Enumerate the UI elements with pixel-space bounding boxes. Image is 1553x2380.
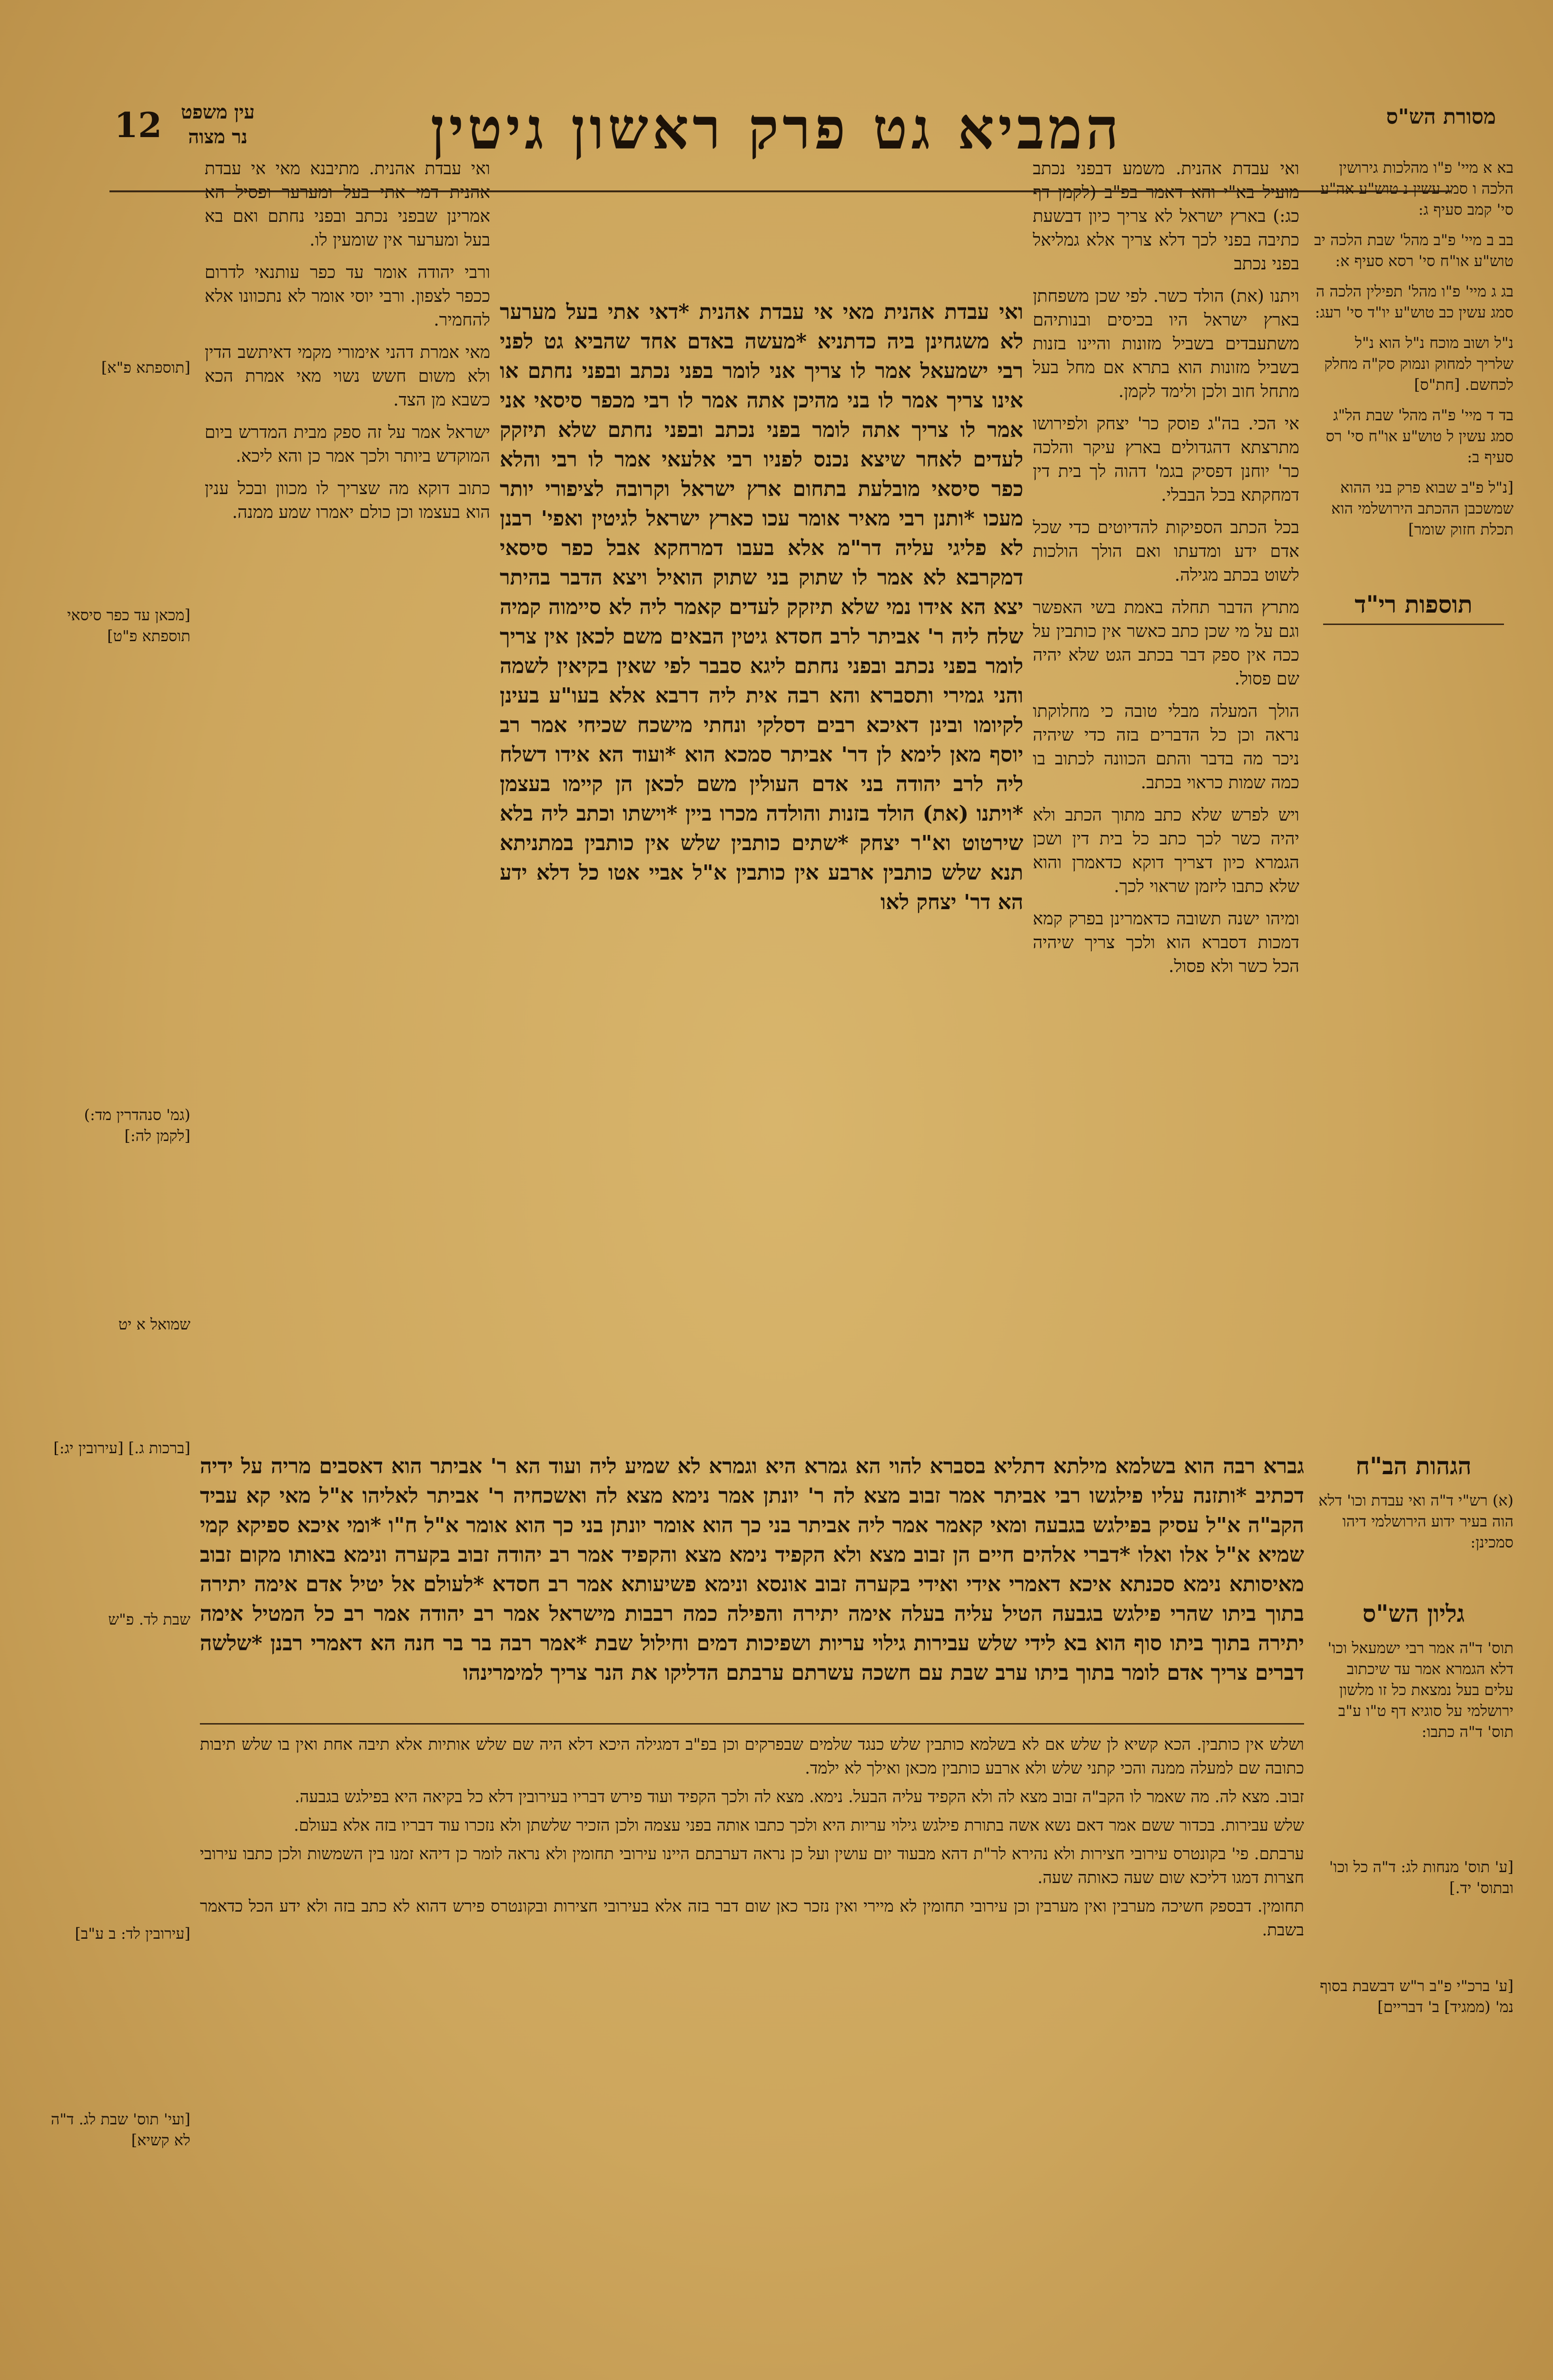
rashi-paragraph: בכל הכתב הספיקות להדיוטים כדי שכל אדם ידע ומדעתו ואם הולך הולכות לשוט בכתב מגילה. <box>1033 518 1299 585</box>
bottom-commentary <box>200 1733 1304 1947</box>
masoret-note: (גמ' סנהדרין מד:) [לקמן לה:] <box>84 1106 190 1145</box>
ein-mishpat-entry: [נ"ל פ"ב שבוא פרק בני ההוא שמשכבן ההכתב הירושלמי הוא תכלת חזוק שומר] <box>1331 478 1513 538</box>
bottom-paragraph: תחומין. דבספק חשיכה מערבין ואין מערבין וכן עירובי תחומין לא מיירי ואין נזכר כאן שום דבר בזה אלא בעירובי חצירות ובקונטרס פירש דהוא לא כתב בזה ולא ידע הכל כדאמר בשבת. <box>200 1897 1304 1940</box>
commentary-divider <box>200 1723 1304 1725</box>
tosafot-paragraph: כתוב דוקא מה שצריך לו מכוון ובכל ענין הוא בעצמו וכן כולם יאמרו שמע ממנה. <box>205 479 490 522</box>
bottom-paragraph: זבוב. מצא לה. מה שאמר לו הקב"ה זבוב מצא לה ולא הקפיד עליה הבעל. נימא. מצא לה ולכך הקפיד ועוד פירש דבריו בעירובין דלא כל בקיאה היא בפילגש בגבעה. <box>295 1787 1304 1806</box>
ein-mishpat-label: עין משפט נר מצוה <box>181 101 255 148</box>
bottom-paragraph: ערבתם. פי' בקונטרס עירובי חצירות ולא נהירא לר"ת דהא מבעוד יום עושין ועל כן נראה דערבתם היינו עירובי תחומין ולא נראה לומר כן דיהא זמנו בין השמשות ולכן כתבו עירובי חצרות דמגו דליכא שום שעה כאותה שעה. <box>200 1844 1304 1887</box>
masoret-note: [תוספתא פ"א] <box>101 358 190 377</box>
ein-mishpat-entry: בב ב מיי' פ"ב מהל' שבת הלכה יב טוש"ע או"ח סי' רסא סעיף א: <box>1314 231 1513 270</box>
rashi-paragraph: ויתנו (את) הולד כשר. לפי שכן משפחתן בארץ ישראל היו בכיסים ובנותיהם משתעבדים בשביל מזונות והיינו בזנות בשביל מזונות הוא בתרא אם מחל בעל מתחל חוב ולכן ולימד לקמן. <box>1033 287 1299 401</box>
ein-mishpat-entry: בד ד מיי' פ"ה מהל' שבת הל"ג סמג עשין ל טוש"ע או"ח סי' רס סעיף ב: <box>1325 406 1513 466</box>
bottom-paragraph: שלש עבירות. בכדור ששם אמר דאם נשא אשה בתורת פילגש גילוי עריות היא ולכך כתבו אותה בפני עצמה ולכן הזכיר שלשתן ולא נזכרו עוד דבריו בזה אלא בעולם. <box>294 1816 1304 1835</box>
rashi-paragraph: הולך המעלה מבלי טובה כי מחלוקתו נראה וכן כל הדברים בזה כדי שיהיה ניכר מה בדבר והתם הכוונה לכתוב בו כמה שמות כראוי בכתב. <box>1033 702 1299 793</box>
gemara-paragraph: גברא רבה הוא בשלמא מילתא דתליא בסברא להוי הא גמרא היא וגמרא לא שמיע ליה ועוד הא ר' אביתר הוא דאסבים מריה על ידיה דכתיב *ותזנה עליו פילגשו רבי אביתר אמר זבוב מצא לה ר' יונתן אמר נימא מצא לה ואשכחיה ר' אביתר לאליהו א"ל מאי קא עביד הקב"ה א"ל עסיק בפילגש בגבעה ומאי קאמר אמר ליה אביתר בני כך הוא אומר יונתן בני כך הוא אומר א"ל ח"ו *ומי איכא ספיקא קמי שמיא א"ל אלו ואלו *דברי אלהים חיים הן זבוב מצא ולא הקפיד נימא מצא והקפיד אמר רב יהודה זבוב בקערה ונימא באותו מקום זבוב מאיסותא נימא סכנתא איכא דאמרי אידי ואידי בקערה זבוב אונסא ונימא פשיעותא אמר רב חסדא *לעולם אל יטיל אדם אימה יתירה בתוך ביתו שהרי פילגש בגבעה הטיל עליה בעלה אימה יתירה והפילה כמה רבבות מישראל אמר רב יהודה אמר רב כל המטיל אימה יתירה בתוך ביתו סוף הוא בא לידי שלש עבירות גילוי עריות ושפיכות דמים וחילול שבת *אמר רבה בר בר חנה הא דאמרי רבנן *שלשה דברים צריך אדם לומר בתוך ביתו ערב שבת עם חשכה עשרתם ערבתם הדליקו את הנר צריך למימרינהו <box>200 1454 1304 1685</box>
masoret-note: [ברכות ג.] [עירובין יג:] <box>53 1439 190 1457</box>
tosafot-column <box>205 157 490 1442</box>
tosafot-paragraph: ורבי יהודה אומר עד כפר עותנאי לדרום ככפר לצפון. ורבי יוסי אומר לא נתכוונו אלא להחמיר. <box>205 263 490 330</box>
margin-bottom-note: [ע' תוס' מנחות לג: ד"ה כל וכו' ובתוס' יד.] <box>1329 1858 1513 1897</box>
ein-mishpat-entry: בג ג מיי' פ"ו מהל' תפילין הלכה ה סמג עשין כב טוש"ע יו"ד סי' רעג: <box>1315 282 1513 321</box>
hagahot-title: הגהות הב"ח <box>1355 1452 1472 1480</box>
tosafot-paragraph: מאי אמרת דהני אימורי מקמי דאיתשב הדין ולא משום חשש נשוי מאי אמרת הכא כשבא מן הצד. <box>205 343 490 410</box>
rashi-paragraph: מתרץ הדבר תחלה באמת בשי האפשר וגם על מי שכן כתב כאשר אין כותבין על ככה אין ספק דבר בכתב הגט שלא יהיה שם פסול. <box>1033 598 1299 689</box>
rashi-paragraph: ומיהו ישנה תשובה כדאמרינן בפרק קמא דמכות דסברא הוא ולכך צריך שיהיה הכל כשר ולא פסול. <box>1033 909 1299 976</box>
rashi-paragraph: ואי עבדת אהנית. משמע דבפני נכתב מועיל בא"י והא דאמר בפ"ב (לקמן דף כג:) בארץ ישראל לא צריך כיון דבשעת כתיבה בפני לכך דלא צריך אלא גמליאל בפני נכתב <box>1033 159 1299 274</box>
rashi-column <box>1033 157 1299 1442</box>
main-text-upper: ואי עבדת אהנית מאי אי עבדת אהנית *דאי אתי בעל מערער לא משגחינן ביה כדתניא *מעשה באדם אחד שהביא גט לפני רבי ישמעאל אמר לו צריך אני לומר בפני נכתב ובפני נחתם או אינו צריך אמר לו בני מהיכן אתה אמר לו רבי מכפר סיסאי אני אמר לו צריך אתה לומר בפני נכתב ובפני נחתם שלא תיזקק לעדים לאחר שיצא נכנס לפניו רבי אלעאי אמר לו רבי והלא כפר סיסאי מובלעת בתחום ארץ ישראל וקרובה לציפורי יותר מעכו *ותנן רבי מאיר אומר עכו כארץ ישראל לגיטין ואפי' רבנן לא פליגי עליה דר"מ אלא בעבו דמרחקא אבל כפר סיסאי דמקרבא לא אמר לו שתוק בני שתוק הואיל ויצא הדבר בהיתר יצא הא אידו נמי שלא תיזקק לעדים קאמר ליה לא סיימוה קמיה שלח ליה ר' אביתר לרב חסדא גיטין הבאים משם לכאן אין צריך לומר בפני נכתב ובפני נחתם ליגא סבבר לפי שאין בקיאין לשמה והני גמירי ותסברא והא רבה אית ליה דרבא אלא בעו"ע בעינן לקיומו ובינן דאיכא רבים דסלקי ונחתי מישכח שכיחי אמר רב יוסף מאן לימא לן דר' אביתר סמכא הוא *ועוד הא אידו דשלח ליה לרב יהודה בני אדם העולין משם לכאן הן קיימו בעצמן *ויתנו (את) הולד בזנות והולדה מכרו ביין *וישתו וכתב ליה בלא שירטוט וא"ר יצחק *שתים כותבין שלש אין כותבין במתניתא תנא שלש כותבין ארבע אין כותבין א"ל אביי אטו כל דלא ידע הא דר' יצחק לאו <box>500 300 1023 914</box>
masoret-note: [מכאן עד כפר סיסאי תוספתא פ"ט] <box>67 606 190 645</box>
ein-mishpat-entry: בא א מיי' פ"ו מהלכות גירושין הלכה ו סמג עשין נ טוש"ע אה"ע סי' קמב סעיף ג: <box>1320 159 1513 218</box>
masoret-note: [ועי' תוס' שבת לג. ד"ה לא קשיא] <box>50 2110 190 2149</box>
ein-mishpat-entry: נ"ל ושוב מוכח נ"ל הוא נ"ל שלריך למחוק ונמוק סק"ה מחלק לכחשם. [חת"ס] <box>1324 334 1513 394</box>
tosafot-rid-title: תוספות רי"ד <box>1355 590 1473 618</box>
gilyon-title: גליון הש"ס <box>1362 1599 1465 1627</box>
main-text-lower <box>200 1452 1304 1688</box>
tosafot-paragraph: ואי עבדת אהנית. מתיבנא מאי אי עבדת אהנית דמי אתי בעל ומערער ופסיל הא אמרינן שבפני נכתב ובפני נחתם ואם בא בעל ומערער אין שומעין לו. <box>205 159 490 250</box>
ein-mishpat-column <box>1314 157 1513 540</box>
rashi-paragraph: ויש לפרש שלא כתב מתוך הכתב ולא יהיה כשר לכך כתב כל בית דין ושכן הגמרא כיון דצריך דוקא כדאמרן והוא שלא כתבו ליזמן שראוי לכך. <box>1033 805 1299 896</box>
gilyon-text: תוס' ד"ה אמר רבי ישמעאל וכו' דלא הגמרא אמר עד שיכתוב עלים בעל נמצאת כל זו מלשון ירושלמי על סוגיא דף ט"ו ע"ב תוס' ד"ה כתבו: <box>1327 1639 1513 1741</box>
masoret-note: [עירובין לד: ב ע"ב] <box>75 1924 190 1943</box>
rashi-paragraph: אי הכי. בה"ג פוסק כר' יצחק ולפירושו מתרצתא דהגדולים בארץ עיקר והלכה כר' יוחנן דפסיק בגמ' דהוה לך בית דין דמחקתא בכל הבבלי. <box>1033 414 1299 505</box>
hagahot-text: (א) רש"י ד"ה ואי עבדת וכו' דלא הוה בעיר ידוע הירושלמי דיהו סמכינן: <box>1318 1491 1513 1551</box>
masoret-note: שמואל א יט <box>118 1315 190 1333</box>
margin-bottom-note: [ע' ברכ"י פ"ב ר"ש דבשבת בסוף נמ' (ממגיד] ב' דבריים] <box>1320 1977 1513 2016</box>
tosafot-paragraph: ישראל אמר על זה ספק מבית המדרש ביום המוקדש ביותר ולכך אמר כן והא ליכא. <box>205 423 490 466</box>
running-title: המביא גט פרק ראשון גיטין <box>430 95 1123 162</box>
page-number: 12 <box>114 105 162 145</box>
bottom-paragraph: ושלש אין כותבין. הכא קשיא לן שלש אם לא בשלמא כותבין שלש כנגד שלמים שבפרקים וכן בפ"ב דמגילה היכא דלא היה שם שלש אותיות אלא תיבה אחת ואין בו שלש תיבות כתובה שם למעלה ממנה והכי קתני שלש ולא ארבע כותבין מכאן ואילך לא ילמד. <box>200 1735 1304 1778</box>
masoret-note: שבת לד. פ"ש <box>108 1610 190 1628</box>
tosafot-rid-rule <box>1323 624 1504 625</box>
masoret-hashas-label: מסורת הש"ס <box>1386 105 1496 129</box>
